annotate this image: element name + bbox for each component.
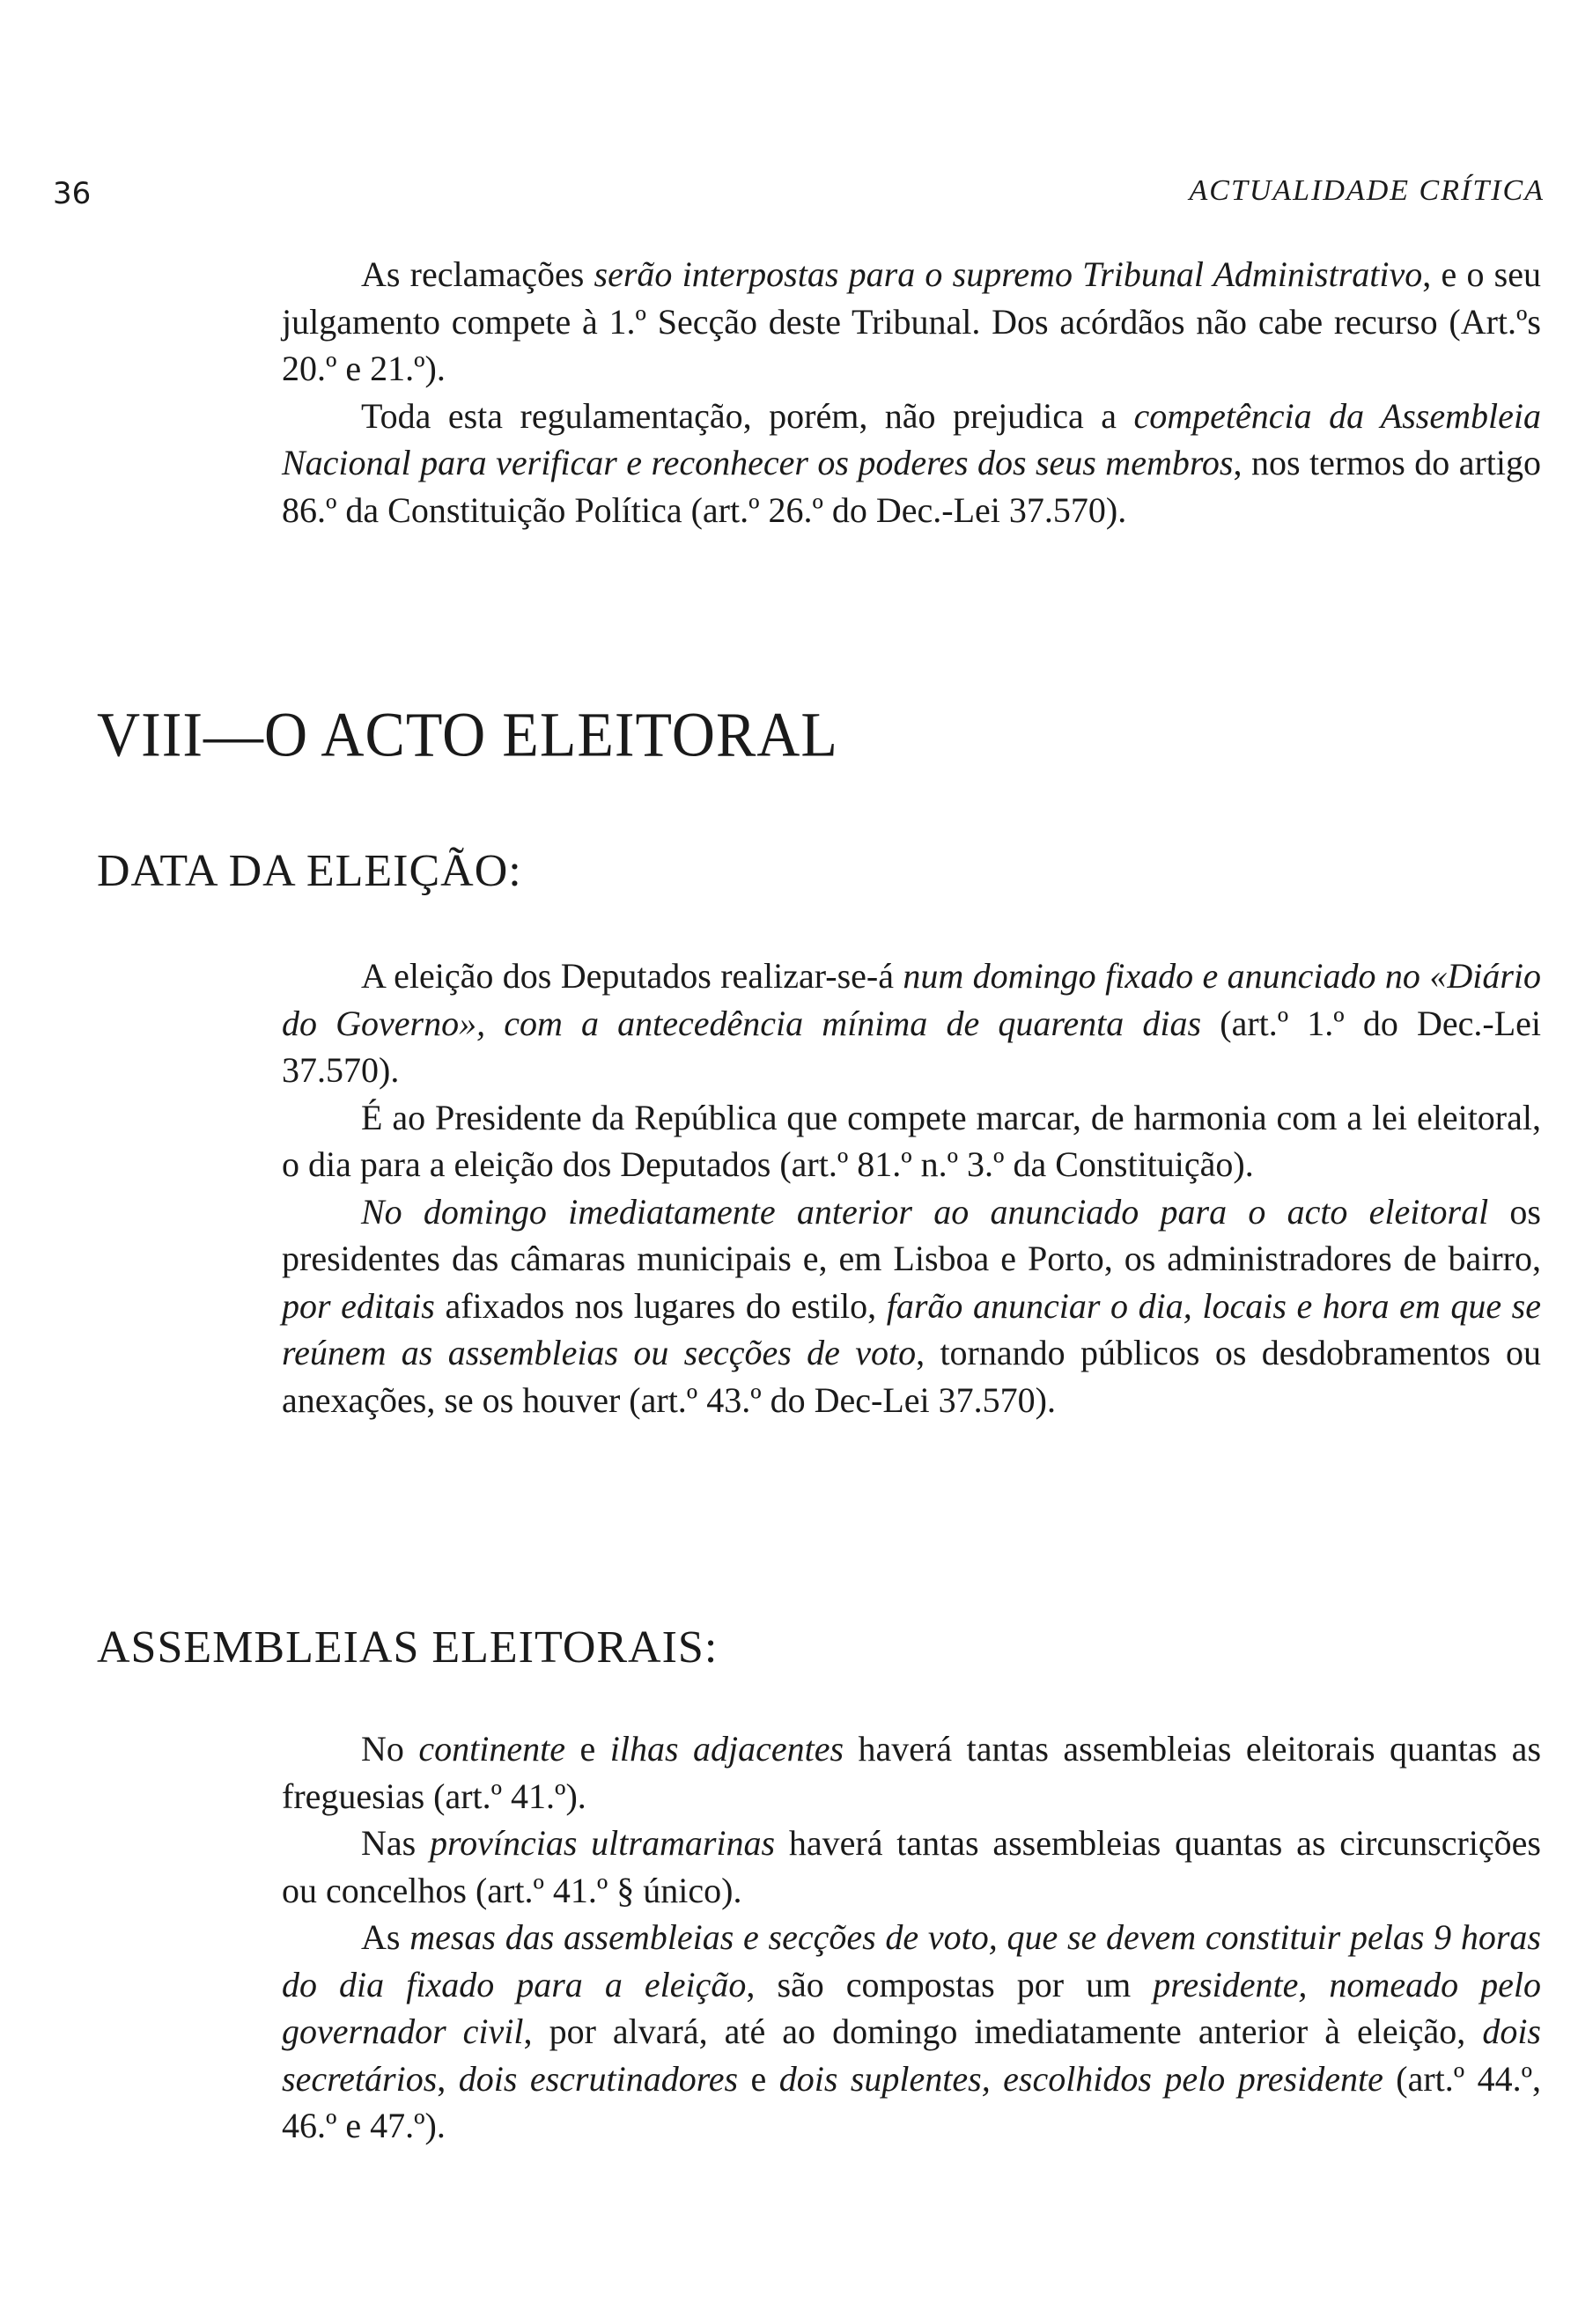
section-data-da-eleicao-text [282, 952, 1541, 1423]
running-title: ACTUALIDADE CRÍTICA [1189, 174, 1545, 207]
intro-text [282, 251, 1541, 533]
section-title-assembleias-eleitorais: ASSEMBLEIAS ELEITORAIS: [97, 1622, 719, 1673]
paragraph: É ao Presidente da República que compete marcar, de harmonia com a lei eleitoral, o dia para a eleição dos Deputados (art.º 81.º n.º 3.º da Constituição). [282, 1097, 1541, 1184]
section-title-data-da-eleicao: DATA DA ELEIÇÃO: [97, 846, 522, 896]
section-assembleias-text [282, 1725, 1541, 2150]
paragraph: No domingo imediatamente anterior ao anunciado para o acto eleitoral os presidentes das câmaras municipais e, em Lisboa e Porto, os administradores de bairro, por editais afixados nos lugares do estilo, farão anunciar o dia, locais e hora em que se reúnem as assembleias ou secções de voto, tornando públicos os desdobramentos ou anexações, se os houver (art.º 43.º do Dec-Lei 37.570). [282, 1191, 1542, 1420]
paragraph: Nas províncias ultramarinas haverá tantas assembleias quantas as circunscrições ou concelhos (art.º 41.º § único). [282, 1823, 1541, 1910]
paragraph: No continente e ilhas adjacentes haverá tantas assembleias eleitorais quantas as freguesias (art.º 41.º). [282, 1729, 1542, 1816]
page-number: 36 [53, 176, 92, 211]
paragraph: As mesas das assembleias e secções de voto, que se devem constituir pelas 9 horas do dia fixado para a eleição, são compostas por um presidente, nomeado pelo governador civil, por alvará, até ao domingo imediatamente anterior à eleição, dois secretários, dois escrutinadores e dois suplentes, escolhidos pelo presidente (art.º 44.º, 46.º e 47.º). [282, 1917, 1542, 2145]
paragraph: Toda esta regulamentação, porém, não prejudica a competência da Assembleia Nacional para verificar e reconhecer os poderes dos seus membros, nos termos do artigo 86.º da Constituição Política (art.º 26.º do Dec.-Lei 37.570). [282, 395, 1542, 530]
paragraph: As reclamações serão interpostas para o supremo Tribunal Administrativo, e o seu julgamento compete à 1.º Secção deste Tribunal. Dos acórdãos não cabe recurso (Art.ºs 20.º e 21.º). [282, 254, 1541, 388]
paragraph: A eleição dos Deputados realizar-se-á num domingo fixado e anunciado no «Diário do Governo», com a antecedência mínima de quarenta dias (art.º 1.º do Dec.-Lei 37.570). [282, 956, 1541, 1090]
chapter-title: VIII—O ACTO ELEITORAL [97, 698, 838, 770]
